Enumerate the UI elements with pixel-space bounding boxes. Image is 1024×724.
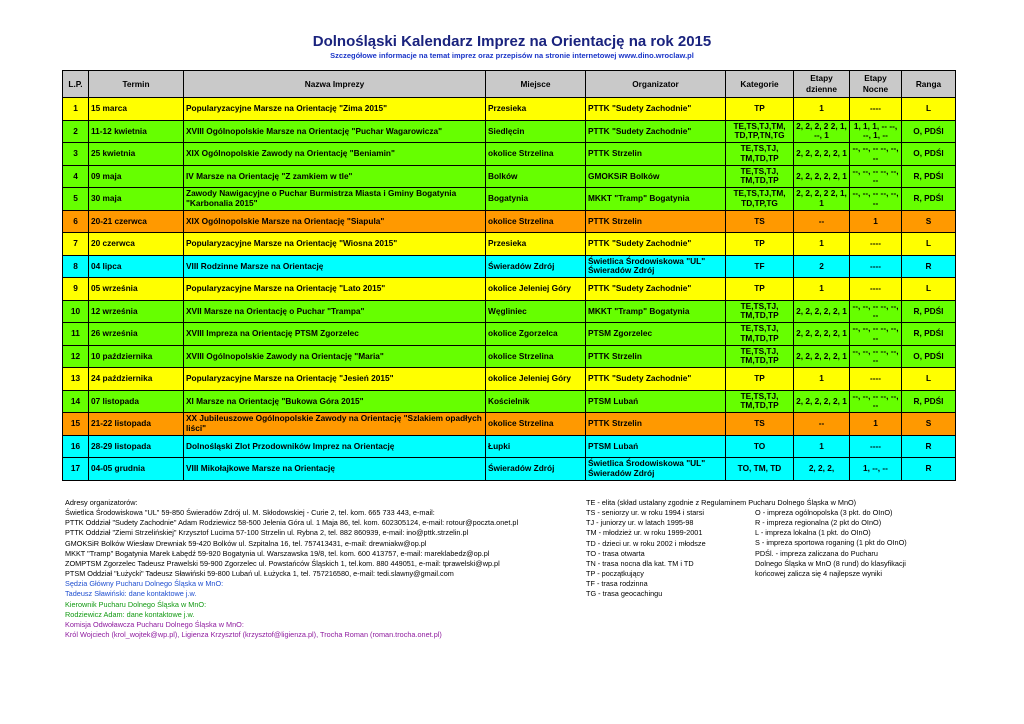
cell-lp: 6: [63, 210, 89, 233]
legend-category-line: TM - młodzież ur. w roku 1999-2001: [586, 528, 703, 538]
address-line: PTTK Oddział "Ziemi Strzelińskiej" Krzysztof Lucima 57-100 Strzelin ul. Rybna 2, tel. 882 860939, e-mail: ino@pttk.strzelin.pl: [65, 528, 469, 538]
cell-kategorie: TE,TS,TJ, TM,TD,TP: [726, 300, 794, 323]
cell-termin: 04 lipca: [89, 255, 184, 278]
cell-etapy-dzienne: 2, 2, 2, 2, 2, 1: [794, 165, 850, 188]
cell-lp: 11: [63, 323, 89, 346]
legend-category-line: TF - trasa rodzinna: [586, 579, 648, 589]
cell-organizator: PTTK "Sudety Zachodnie": [586, 233, 726, 256]
cell-etapy-nocne: --, --, -- --, --, --: [850, 300, 902, 323]
cell-miejsce: Kościelnik: [486, 390, 586, 413]
page-subtitle: Szczegółowe informacje na temat imprez oraz przepisów na stronie internetowej www.dino.wroclaw.pl: [330, 51, 694, 60]
cell-etapy-nocne: ----: [850, 278, 902, 301]
cell-etapy-nocne: --, --, -- --, --, --: [850, 143, 902, 166]
cell-ranga: R, PDŚl: [902, 188, 956, 211]
cell-termin: 26 września: [89, 323, 184, 346]
cell-lp: 8: [63, 255, 89, 278]
table-row: [63, 210, 956, 233]
cell-kategorie: TS: [726, 210, 794, 233]
cell-organizator: PTSM Lubań: [586, 390, 726, 413]
cell-ranga: S: [902, 210, 956, 233]
cell-miejsce: Świeradów Zdrój: [486, 255, 586, 278]
cell-etapy-dzienne: 1: [794, 98, 850, 121]
cell-kategorie: TS: [726, 413, 794, 436]
cell-lp: 17: [63, 458, 89, 481]
cell-etapy-dzienne: 2, 2, 2, 2, 2, 1: [794, 323, 850, 346]
cell-termin: 04-05 grudnia: [89, 458, 184, 481]
cell-organizator: PTTK Strzelin: [586, 345, 726, 368]
cell-etapy-nocne: --, --, -- --, --, --: [850, 390, 902, 413]
cell-nazwa: Dolnośląski Zlot Przodowników Imprez na Orientację: [184, 435, 486, 458]
header-termin: Termin: [89, 71, 184, 98]
cell-lp: 5: [63, 188, 89, 211]
header-etapy-nocne: Etapy Nocne: [850, 71, 902, 98]
cell-termin: 11-12 kwietnia: [89, 120, 184, 143]
cell-nazwa: VIII Rodzinne Marsze na Orientację: [184, 255, 486, 278]
cell-miejsce: okolice Strzelina: [486, 210, 586, 233]
cell-termin: 20 czerwca: [89, 233, 184, 256]
cell-organizator: PTTK "Sudety Zachodnie": [586, 98, 726, 121]
cell-kategorie: TP: [726, 233, 794, 256]
cell-lp: 9: [63, 278, 89, 301]
cell-lp: 3: [63, 143, 89, 166]
cell-termin: 30 maja: [89, 188, 184, 211]
cell-miejsce: Węgliniec: [486, 300, 586, 323]
cell-etapy-nocne: 1: [850, 413, 902, 436]
cell-etapy-nocne: --, --, -- --, --, --: [850, 323, 902, 346]
table-row: [63, 188, 956, 211]
contact-line: Rodziewicz Adam: dane kontaktowe j.w.: [65, 609, 195, 619]
cell-ranga: L: [902, 233, 956, 256]
cell-miejsce: okolice Zgorzelca: [486, 323, 586, 346]
header-lp: L.P.: [63, 71, 89, 98]
table-row: [63, 278, 956, 301]
address-line: Świetlica Środowiskowa "UL" 59-850 Świeradów Zdrój ul. M. Skłodowskiej - Curie 2, tel. kom. 665 733 443, e-mail:: [65, 508, 435, 518]
table-row: [63, 120, 956, 143]
cell-lp: 4: [63, 165, 89, 188]
cell-etapy-dzienne: 2, 2, 2, 2, 2, 1: [794, 143, 850, 166]
cell-organizator: PTSM Lubań: [586, 435, 726, 458]
cell-miejsce: okolice Jeleniej Góry: [486, 278, 586, 301]
cell-etapy-nocne: 1: [850, 210, 902, 233]
cell-miejsce: Bolków: [486, 165, 586, 188]
table-row: [63, 413, 956, 436]
cell-nazwa: XIX Ogólnopolskie Zawody na Orientację "Beniamin": [184, 143, 486, 166]
cell-ranga: L: [902, 278, 956, 301]
cell-nazwa: XIX Ogólnopolskie Marsze na Orientację "Siapula": [184, 210, 486, 233]
cell-termin: 12 września: [89, 300, 184, 323]
legend-category-line: TE - elita (skład ustalany zgodnie z Regulaminem Pucharu Dolnego Śląska w MnO): [586, 498, 857, 507]
cell-ranga: S: [902, 413, 956, 436]
cell-lp: 13: [63, 368, 89, 391]
table-row: [63, 98, 956, 121]
cell-etapy-nocne: ----: [850, 435, 902, 458]
cell-miejsce: okolice Jeleniej Góry: [486, 368, 586, 391]
cell-organizator: MKKT "Tramp" Bogatynia: [586, 188, 726, 211]
cell-miejsce: Łupki: [486, 435, 586, 458]
cell-etapy-dzienne: 2, 2, 2, 2, 2, 1: [794, 300, 850, 323]
address-line: ZOMPTSM Zgorzelec Tadeusz Prawelski 59-900 Zgorzelec ul. Powstańców Śląskich 1, tel.kom. 880 449051, e-mail: tprawelski@wp.pl: [65, 558, 500, 568]
cell-ranga: O, PDŚl: [902, 120, 956, 143]
cell-miejsce: okolice Strzelina: [486, 413, 586, 436]
page-title: Dolnośląski Kalendarz Imprez na Orientację na rok 2015: [312, 33, 712, 50]
table-row: [63, 165, 956, 188]
cell-ranga: R: [902, 435, 956, 458]
cell-nazwa: Popularyzacyjne Marsze na Orientację "Zima 2015": [184, 98, 486, 121]
contact-line: Komisja Odwoławcza Pucharu Dolnego Śląska w MnO:: [65, 619, 244, 629]
cell-organizator: PTTK Strzelin: [586, 210, 726, 233]
cell-miejsce: okolice Strzelina: [486, 345, 586, 368]
cell-organizator: Świetlica Środowiskowa "UL" Świeradów Zdrój: [586, 255, 726, 278]
cell-ranga: R, PDŚl: [902, 300, 956, 323]
cell-ranga: O, PDŚl: [902, 143, 956, 166]
cell-nazwa: Zawody Nawigacyjne o Puchar Burmistrza Miasta i Gminy Bogatynia "Karbonalia 2015": [184, 188, 486, 211]
legend-rank-line: Dolnego Śląska w MnO (8 rund) do klasyfikacji: [755, 558, 906, 568]
cell-etapy-nocne: --, --, -- --, --, --: [850, 165, 902, 188]
contact-line: Kierownik Pucharu Dolnego Śląska w MnO:: [65, 599, 207, 609]
cell-organizator: Świetlica Środowiskowa "UL" Świeradów Zdrój: [586, 458, 726, 481]
cell-nazwa: XX Jubileuszowe Ogólnopolskie Zawody na Orientację "Szlakiem opadłych liści": [184, 413, 486, 436]
cell-nazwa: Popularyzacyjne Marsze na Orientację "Lato 2015": [184, 278, 486, 301]
header-etapy-dzienne: Etapy dzienne: [794, 71, 850, 98]
cell-etapy-nocne: ----: [850, 368, 902, 391]
table-row: [63, 233, 956, 256]
cell-organizator: PTTK "Sudety Zachodnie": [586, 120, 726, 143]
cell-termin: 24 października: [89, 368, 184, 391]
cell-kategorie: TE,TS,TJ, TM,TD,TP: [726, 143, 794, 166]
cell-etapy-nocne: --, --, -- --, --, --: [850, 188, 902, 211]
table-row: [63, 323, 956, 346]
cell-miejsce: okolice Strzelina: [486, 143, 586, 166]
table-row: [63, 255, 956, 278]
cell-etapy-dzienne: --: [794, 210, 850, 233]
cell-etapy-nocne: 1, 1, 1, -- --, --, 1, --: [850, 120, 902, 143]
contact-line: Król Wojciech (krol_wojtek@wp.pl), Ligienza Krzysztof (krzysztof@ligienza.pl), Trocha Roman (roman.trocha.onet.pl): [65, 630, 442, 640]
cell-termin: 21-22 listopada: [89, 413, 184, 436]
cell-kategorie: TF: [726, 255, 794, 278]
rank-legend: [755, 508, 907, 579]
address-line: GMOKSiR Bolków Wiesław Drewniak 59-420 Bolków ul. Szpitalna 16, tel. 757413431, e-mail: drewniakw@op.pl: [65, 538, 427, 548]
cell-nazwa: Popularyzacyjne Marsze na Orientację "Wiosna 2015": [184, 233, 486, 256]
cell-termin: 25 kwietnia: [89, 143, 184, 166]
cell-ranga: O, PDŚl: [902, 345, 956, 368]
cell-nazwa: XVIII Impreza na Orientację PTSM Zgorzelec: [184, 323, 486, 346]
cell-termin: 15 marca: [89, 98, 184, 121]
cell-etapy-nocne: 1, --, --: [850, 458, 902, 481]
cell-etapy-nocne: ----: [850, 255, 902, 278]
cell-etapy-nocne: ----: [850, 233, 902, 256]
legend-rank-line: PDŚl. - impreza zaliczana do Pucharu: [755, 548, 878, 558]
legend-rank-line: O - impreza ogólnopolska (3 pkt. do OInO): [755, 508, 893, 517]
address-line: PTSM Oddział "Łużycki" Tadeusz Sławiński 59-800 Lubań ul. Łużycka 1, tel. 757216580, e-mail: tedi.slawny@gmail.com: [65, 569, 454, 579]
cell-ranga: L: [902, 368, 956, 391]
cell-lp: 10: [63, 300, 89, 323]
cell-termin: 07 listopada: [89, 390, 184, 413]
cell-etapy-dzienne: 1: [794, 368, 850, 391]
cell-nazwa: XVIII Ogólnopolskie Marsze na Orientację "Puchar Wagarowicza": [184, 120, 486, 143]
legend-rank-line: końcowej zalicza się 4 najlepsze wyniki: [755, 568, 882, 578]
cell-miejsce: Przesieka: [486, 233, 586, 256]
cell-etapy-dzienne: 1: [794, 233, 850, 256]
table-row: [63, 143, 956, 166]
cell-lp: 1: [63, 98, 89, 121]
cell-kategorie: TE,TS,TJ, TM,TD,TP: [726, 345, 794, 368]
cell-etapy-dzienne: 2, 2, 2, 2, 2, 1: [794, 345, 850, 368]
cell-kategorie: TE,TS,TJ, TM,TD,TP: [726, 165, 794, 188]
cell-termin: 20-21 czerwca: [89, 210, 184, 233]
cell-kategorie: TE,TS,TJ,TM, TD,TP,TN,TG: [726, 120, 794, 143]
header-nazwa: Nazwa Imprezy: [184, 71, 486, 98]
cell-etapy-nocne: ----: [850, 98, 902, 121]
cell-nazwa: VIII Mikołajkowe Marsze na Orientację: [184, 458, 486, 481]
cell-ranga: L: [902, 98, 956, 121]
cell-kategorie: TO, TM, TD: [726, 458, 794, 481]
contact-line: Sędzia Główny Pucharu Dolnego Śląska w MnO:: [65, 579, 224, 589]
legend-category-line: TO - trasa otwarta: [586, 548, 645, 558]
table-row: [63, 345, 956, 368]
cell-miejsce: Siedlęcin: [486, 120, 586, 143]
address-line: MKKT "Tramp" Bogatynia Marek Łabędź 59-920 Bogatynia ul. Warszawska 19/8, tel. kom. 600 413757, e-mail: mareklabedz@op.pl: [65, 548, 490, 558]
header-ranga: Ranga: [902, 71, 956, 98]
header-kategorie: Kategorie: [726, 71, 794, 98]
legend-category-line: TD - dzieci ur. w roku 2002 i młodsze: [586, 538, 706, 548]
legend-category-line: TG - trasa geocachingu: [586, 589, 663, 599]
table-header-row: [63, 71, 956, 98]
cell-kategorie: TP: [726, 368, 794, 391]
cell-etapy-dzienne: 1: [794, 435, 850, 458]
cell-organizator: PTTK Strzelin: [586, 143, 726, 166]
cell-organizator: PTTK "Sudety Zachodnie": [586, 368, 726, 391]
cell-termin: 09 maja: [89, 165, 184, 188]
cell-nazwa: Popularyzacyjne Marsze na Orientację "Jesień 2015": [184, 368, 486, 391]
table-row: [63, 368, 956, 391]
cell-lp: 7: [63, 233, 89, 256]
address-line: Adresy organizatorów:: [65, 498, 138, 507]
cell-ranga: R: [902, 255, 956, 278]
header-organizator: Organizator: [586, 71, 726, 98]
header-miejsce: Miejsce: [486, 71, 586, 98]
cell-organizator: PTSM Zgorzelec: [586, 323, 726, 346]
contact-line: Tadeusz Sławiński: dane kontaktowe j.w.: [65, 589, 197, 599]
cell-kategorie: TO: [726, 435, 794, 458]
cell-termin: 28-29 listopada: [89, 435, 184, 458]
legend-rank-line: R - impreza regionalna (2 pkt do OInO): [755, 518, 882, 528]
legend-category-line: TN - trasa nocna dla kat. TM i TD: [586, 558, 694, 568]
cell-kategorie: TP: [726, 278, 794, 301]
cell-kategorie: TP: [726, 98, 794, 121]
cell-miejsce: Świeradów Zdrój: [486, 458, 586, 481]
cell-organizator: PTTK "Sudety Zachodnie": [586, 278, 726, 301]
table-row: [63, 435, 956, 458]
cell-organizator: MKKT "Tramp" Bogatynia: [586, 300, 726, 323]
cell-ranga: R, PDŚl: [902, 165, 956, 188]
cell-etapy-dzienne: 2, 2, 2, 2 2, 1, 1: [794, 188, 850, 211]
cell-nazwa: IV Marsze na Orientację "Z zamkiem w tle": [184, 165, 486, 188]
cell-kategorie: TE,TS,TJ, TM,TD,TP: [726, 323, 794, 346]
cell-lp: 2: [63, 120, 89, 143]
cell-ranga: R, PDŚl: [902, 390, 956, 413]
cell-lp: 15: [63, 413, 89, 436]
cell-etapy-dzienne: 1: [794, 278, 850, 301]
table-row: [63, 390, 956, 413]
legend-category-line: TS - seniorzy ur. w roku 1994 i starsi: [586, 508, 705, 518]
cell-etapy-dzienne: 2, 2, 2, 2, 2, 1: [794, 390, 850, 413]
events-table: [62, 70, 956, 481]
cell-ranga: R: [902, 458, 956, 481]
cell-organizator: PTTK Strzelin: [586, 413, 726, 436]
table-row: [63, 458, 956, 481]
cell-miejsce: Bogatynia: [486, 188, 586, 211]
cell-etapy-dzienne: 2: [794, 255, 850, 278]
cell-nazwa: XVII Marsze na Orientację o Puchar "Trampa": [184, 300, 486, 323]
table-row: [63, 300, 956, 323]
legend-rank-line: L - impreza lokalna (1 pkt. do OInO): [755, 528, 871, 538]
legend-category-line: TP - początkujący: [586, 569, 644, 579]
cell-kategorie: TE,TS,TJ,TM, TD,TP,TG: [726, 188, 794, 211]
address-line: PTTK Oddział "Sudety Zachodnie" Adam Rodziewicz 58-500 Jelenia Góra ul. 1 Maja 86, tel. kom. 602305124, e-mail: rotour@poczta.onet.pl: [65, 518, 519, 528]
cell-lp: 14: [63, 390, 89, 413]
cell-etapy-nocne: --, --, -- --, --, --: [850, 345, 902, 368]
organizer-addresses: [65, 498, 518, 640]
cell-kategorie: TE,TS,TJ, TM,TD,TP: [726, 390, 794, 413]
cell-etapy-dzienne: 2, 2, 2, 2 2, 1, --, 1: [794, 120, 850, 143]
cell-termin: 05 września: [89, 278, 184, 301]
cell-miejsce: Przesieka: [486, 98, 586, 121]
cell-lp: 16: [63, 435, 89, 458]
cell-nazwa: XI Marsze na Orientację "Bukowa Góra 2015": [184, 390, 486, 413]
cell-ranga: R, PDŚl: [902, 323, 956, 346]
cell-termin: 10 października: [89, 345, 184, 368]
cell-nazwa: XVIII Ogólnopolskie Zawody na Orientację "Maria": [184, 345, 486, 368]
cell-lp: 12: [63, 345, 89, 368]
cell-etapy-dzienne: 2, 2, 2,: [794, 458, 850, 481]
legend-category-line: TJ - juniorzy ur. w latach 1995-98: [586, 518, 694, 528]
legend-rank-line: S - impreza sportowa roganing (1 pkt do OInO): [755, 538, 907, 548]
cell-organizator: GMOKSiR Bolków: [586, 165, 726, 188]
cell-etapy-dzienne: --: [794, 413, 850, 436]
